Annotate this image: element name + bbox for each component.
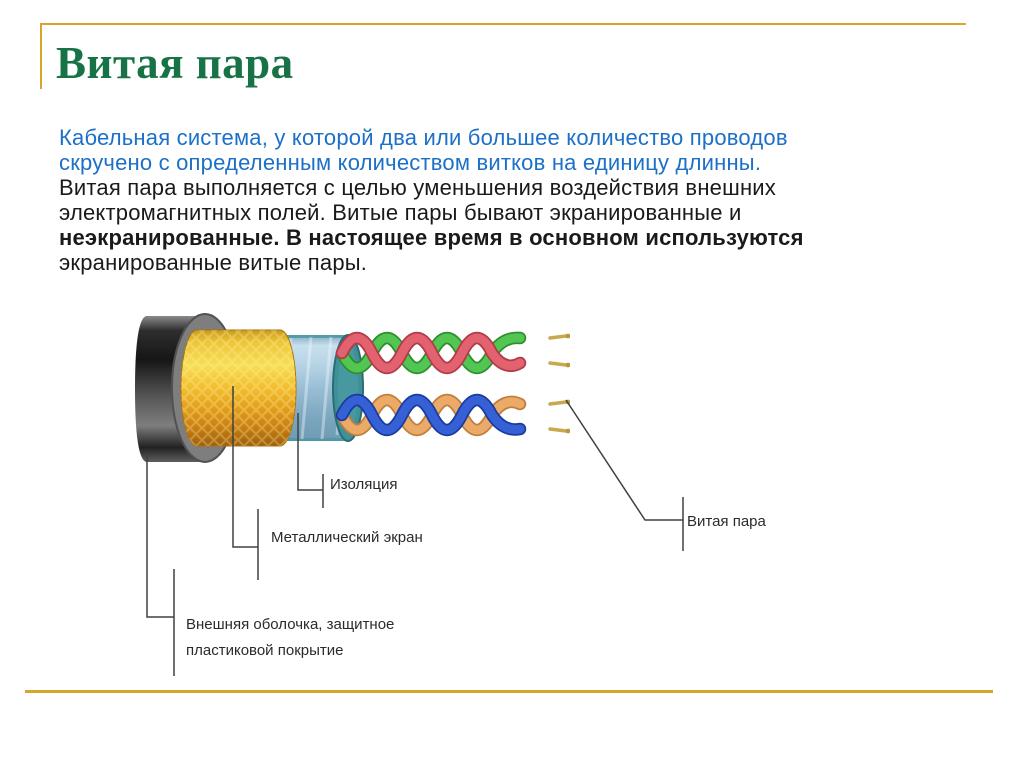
label-insulation: Изоляция [330,476,398,493]
label-outer-jacket-line2: пластиковой покрытие [186,642,344,659]
slide-title: Витая пара [56,38,294,88]
callout-line-twisted-pair [566,400,683,520]
shield-braid-texture [181,330,296,446]
paragraph-line: неэкранированные. В настоящее время в основном используются [59,225,804,250]
label-outer-jacket [186,612,394,664]
twisted-pair-top [342,338,520,368]
metal-shield-layer [181,330,296,446]
paragraph-line: скручено с определенным количеством витков на единицу длинны. [59,150,762,175]
label-metal-shield: Металлический экран [271,529,423,546]
cable-diagram-illustration [130,308,570,468]
paragraph-line: Витая пара выполняется с целью уменьшения воздействия внешних [59,175,776,200]
wire-tips [550,334,570,434]
label-outer-jacket-line1: Внешняя оболочка, защитное [186,616,395,633]
body-paragraph [59,125,804,275]
label-twisted-pair: Витая пара [687,513,766,530]
paragraph-line: электромагнитных полей. Витые пары бывают экранированные и [59,200,742,225]
footer-accent-line [25,690,993,693]
callout-line-outer-jacket [147,455,174,617]
paragraph-line: Кабельная система, у которой два или большее количество проводов [59,125,788,150]
top-accent-line [40,23,966,25]
title-corner-accent [40,23,42,89]
twisted-pair-bottom [342,400,520,430]
paragraph-line: экранированные витые пары. [59,250,368,275]
